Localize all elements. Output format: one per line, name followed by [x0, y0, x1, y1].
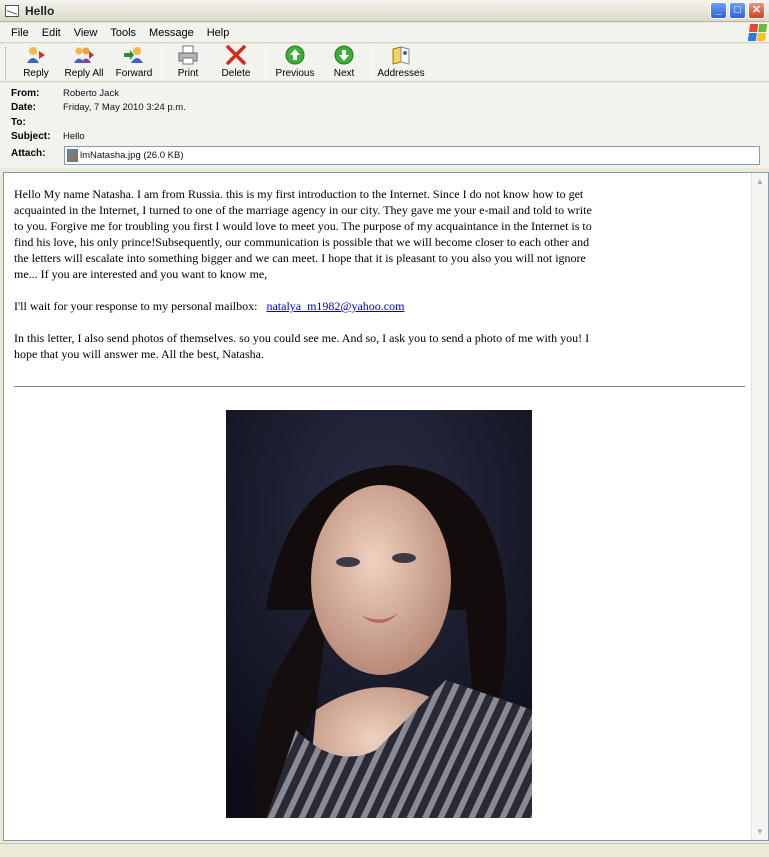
message-paragraph: In this letter, I also send photos of themselves. so you could see me. And so, I ask you to send a photo of me with you! I hope that you will answer me. All the best, Natasha. [14, 331, 590, 361]
scroll-up-arrow-icon[interactable]: ▲ [753, 174, 767, 189]
windows-logo-icon [748, 24, 767, 41]
delete-label: Delete [221, 68, 251, 79]
message-text [14, 186, 594, 378]
subject-value: Hello [63, 130, 85, 142]
attachment-box[interactable] [64, 146, 760, 165]
print-button[interactable] [165, 44, 211, 80]
menu-view[interactable]: View [73, 26, 98, 39]
menu-tools[interactable]: Tools [110, 26, 137, 39]
attachment-filename[interactable]: lmNatasha.jpg (26.0 KB) [80, 150, 184, 161]
printer-icon [177, 45, 199, 65]
subject-label: Subject: [11, 130, 51, 142]
toolbar-separator [265, 46, 266, 78]
status-bar [0, 843, 769, 857]
from-value: Roberto Jack [63, 87, 119, 99]
from-label: From: [11, 87, 40, 99]
toolbar-grip [5, 47, 8, 79]
next-button[interactable] [320, 44, 368, 80]
reply-all-icon [73, 45, 95, 65]
to-label: To: [11, 116, 26, 128]
forward-icon [123, 45, 145, 65]
from-row [11, 86, 119, 100]
arrow-up-icon [284, 45, 306, 65]
delete-button[interactable] [211, 44, 261, 80]
reply-all-button[interactable] [58, 44, 110, 80]
window-title: Hello [25, 3, 55, 18]
attached-photo [226, 410, 532, 818]
message-header [0, 83, 769, 168]
print-label: Print [177, 68, 199, 79]
close-button[interactable]: ✕ [748, 2, 765, 19]
toolbar-separator [161, 46, 162, 78]
menu-message[interactable]: Message [149, 26, 194, 39]
arrow-down-icon [333, 45, 355, 65]
previous-button[interactable] [270, 44, 320, 80]
maximize-button[interactable]: □ [729, 2, 746, 19]
reply-icon [25, 45, 47, 65]
menu-help[interactable]: Help [206, 26, 230, 39]
menu-edit[interactable]: Edit [41, 26, 61, 39]
email-link[interactable]: natalya_m1982@yahoo.com [266, 299, 405, 313]
toolbar [0, 44, 769, 82]
minimize-button[interactable]: _ [710, 2, 727, 19]
reply-button[interactable] [14, 44, 58, 80]
attach-row [11, 146, 63, 160]
date-value: Friday, 7 May 2010 3:24 p.m. [63, 101, 186, 113]
envelope-icon [5, 5, 19, 17]
addresses-button[interactable] [375, 44, 427, 80]
attach-label: Attach: [11, 147, 46, 159]
reply-label: Reply [23, 68, 49, 79]
date-row [11, 100, 186, 114]
window-controls [710, 2, 765, 19]
vertical-scrollbar[interactable] [751, 173, 768, 840]
toolbar-separator [371, 46, 372, 78]
message-paragraph: Hello My name Natasha. I am from Russia. this is my first introduction to the Internet. Since I do not know how to get acquainted in the Internet, I turned to one of the marriage agency in our city. They gave me your e-mail and told to write to you. Forgive me for troubling you first I would love to meet you. The purpose of my acquaintance in the Internet is to find his love, his only prince!Subsequently, our communication is possible that we will become closer to each other and the letters will escalate into something bigger and we can meet. I hope that it is pleasant to you also you will not ignore me... If you are interested and you want to know me, [14, 187, 592, 281]
previous-label: Previous [275, 68, 315, 79]
reply-all-label: Reply All [64, 68, 104, 79]
message-paragraph [14, 298, 594, 314]
delete-x-icon [225, 45, 247, 65]
address-book-icon [390, 45, 412, 65]
subject-row [11, 129, 85, 143]
title-bar [0, 0, 769, 22]
forward-button[interactable] [110, 44, 158, 80]
forward-label: Forward [115, 68, 153, 79]
addresses-label: Addresses [377, 68, 425, 79]
to-row [11, 115, 63, 129]
mailbox-text: I'll wait for your response to my personal mailbox: [14, 299, 258, 313]
menu-file[interactable]: File [11, 26, 29, 39]
date-label: Date: [11, 101, 37, 113]
scroll-down-arrow-icon[interactable]: ▼ [753, 824, 767, 839]
horizontal-rule [14, 386, 745, 387]
next-label: Next [333, 68, 355, 79]
menu-bar [0, 23, 769, 43]
message-body-pane[interactable] [3, 172, 769, 841]
image-file-icon [67, 149, 78, 162]
